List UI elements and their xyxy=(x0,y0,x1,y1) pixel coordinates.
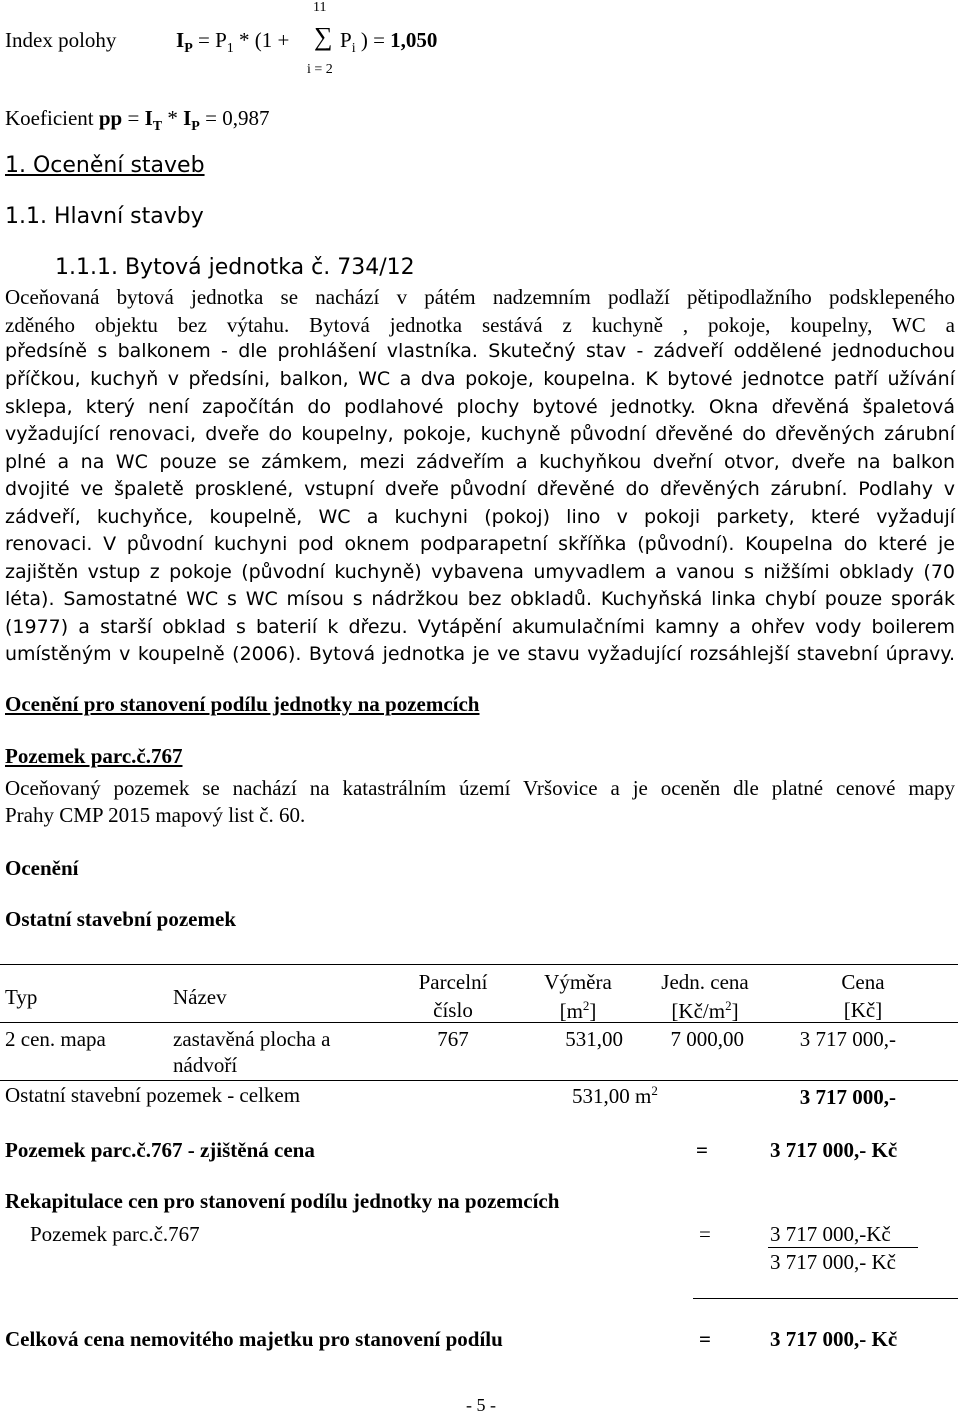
paragraph-line: léta). Samostatné WC s WC mísou s nádržkou bez obkladů. Kuchyňská linka chybí pouze sporák xyxy=(5,588,955,610)
paragraph-line: vyžadující renovaci, dveře do koupelny, pokoje, kuchyně původní dřevěné do dřevěných zárubní xyxy=(5,423,955,445)
col-header-vymera xyxy=(528,970,628,1024)
zjistena-value: 3 717 000,- Kč xyxy=(770,1138,898,1162)
col-header-vymera-2: [m xyxy=(559,999,583,1023)
formula-pi: P xyxy=(340,28,352,52)
col-header-vymera-sup: 2 xyxy=(582,998,590,1013)
row-jedn-cena: 7 000,00 xyxy=(670,1027,744,1051)
koef-ip-sub: P xyxy=(191,119,200,135)
index-polohy-label: Index polohy xyxy=(5,28,117,52)
formula-result: 1,050 xyxy=(390,28,438,52)
col-header-jedn-sup: 2 xyxy=(725,998,732,1013)
col-header-vymera-1: Výměra xyxy=(544,970,612,994)
celkova-eq: = xyxy=(699,1327,711,1351)
koef-eq1: = xyxy=(127,106,140,130)
col-header-vymera-3: ] xyxy=(589,999,597,1023)
zjistena-label: Pozemek parc.č.767 - zjištěná cena xyxy=(5,1138,315,1162)
formula-mid: * (1 + xyxy=(239,28,290,52)
col-header-jedn-3: ] xyxy=(731,999,739,1023)
row-nazev-2: nádvoří xyxy=(173,1053,238,1077)
formula-pi-sub: i xyxy=(351,41,356,57)
rekap-item-label: Pozemek parc.č.767 xyxy=(30,1222,200,1246)
koef-it-sub: T xyxy=(152,119,163,135)
rekap-title: Rekapitulace cen pro stanovení podílu jednotky na pozemcích xyxy=(5,1189,560,1213)
koef-eq2: = xyxy=(205,106,217,130)
oceneni-heading: Ocenění xyxy=(5,856,79,880)
formula-tail xyxy=(340,28,437,57)
page-number: - 5 - xyxy=(466,1395,496,1415)
row-typ: 2 cen. mapa xyxy=(5,1027,106,1051)
formula-lhs-sub: P xyxy=(184,41,193,57)
row-cena: 3 717 000,- xyxy=(799,1027,896,1051)
rekap-subtotal-rule xyxy=(768,1247,918,1248)
table-total-rule xyxy=(0,1080,958,1081)
paragraph-line: (1977) a starší obklad s baterií k dřezu. Vytápění akumulačními kamny a ohřev vody boilerem xyxy=(5,616,955,638)
section-title: Ocenění pro stanovení podílu jednotky na pozemcích xyxy=(5,692,480,716)
koef-label: Koeficient xyxy=(5,106,94,130)
row-nazev-1: zastavěná plocha a xyxy=(173,1027,331,1051)
total-area xyxy=(572,1083,658,1109)
koef-ip: I xyxy=(183,106,192,130)
col-header-cena-2: [Kč] xyxy=(843,998,883,1022)
ostatni-heading: Ostatní stavební pozemek xyxy=(5,907,236,931)
row-parcelni: 767 xyxy=(437,1027,469,1051)
table-header-rule xyxy=(0,1022,958,1023)
paragraph-line: zádveří, kuchyňce, koupelně, WC a kuchyni (pokoj) lino v pokoji parkety, které vyžadují xyxy=(5,506,955,528)
paragraph-line: umístěným v koupelně (2006). Bytová jednotka je ve stavu vyžadující rozsáhlejší stavební úpravy. xyxy=(5,643,955,665)
col-header-cena-1: Cena xyxy=(841,970,885,994)
pozemek-text-line-1: Oceňovaný pozemek se nachází na katastrálním území Vršovice a je oceněn dle platné cenové mapy xyxy=(5,776,955,800)
celkova-value: 3 717 000,- Kč xyxy=(770,1327,898,1351)
col-header-jedn-cena xyxy=(645,970,765,1024)
total-area-sup: 2 xyxy=(651,1083,658,1098)
paragraph-line: dvojité ve špaletě prosklené, vstupní dveře původní dřevěné do dřevěných zárubní. Podlahy v xyxy=(5,478,955,500)
pozemek-title: Pozemek parc.č.767 xyxy=(5,744,183,768)
heading-hlavni-stavby: 1.1. Hlavní stavby xyxy=(5,204,204,229)
total-value: 3 717 000,- xyxy=(799,1085,896,1109)
col-header-typ: Typ xyxy=(5,985,38,1009)
heading-bytova-jednotka: 1.1.1. Bytová jednotka č. 734/12 xyxy=(55,255,415,280)
sum-top-index: 11 xyxy=(313,0,327,15)
col-header-parcelni-2: číslo xyxy=(433,998,473,1022)
heading-oceneni-staveb: 1. Ocenění staveb xyxy=(5,153,205,178)
paragraph-line: zděného objektu bez výtahu. Bytová jednotka sestává z kuchyně , pokoje, koupelny, WC a xyxy=(5,313,955,337)
zjistena-eq: = xyxy=(696,1138,708,1162)
paragraph-line: renovaci. V původní kuchyni pod oknem podparapetní skříňka (původní). Koupelna do které je xyxy=(5,533,955,555)
formula-lhs: I xyxy=(176,28,185,52)
col-header-parcelni xyxy=(403,970,503,1023)
sum-bottom-index: i = 2 xyxy=(307,62,333,77)
row-vymera: 531,00 xyxy=(565,1027,623,1051)
koef-value: 0,987 xyxy=(222,106,270,130)
formula-tail-text: ) = xyxy=(360,28,385,52)
formula-p1-sub: 1 xyxy=(226,41,234,57)
paragraph-line: plné a na WC pouze se zámkem, mezi zádveřím a kuchyňkou dveřní otvor, dveře na balkon xyxy=(5,451,955,473)
rekap-item-eq: = xyxy=(699,1222,711,1246)
table-top-rule xyxy=(0,964,958,965)
total-area-value: 531,00 m xyxy=(572,1084,652,1108)
rekap-subtotal: 3 717 000,- Kč xyxy=(770,1250,896,1274)
formula-eq: = P xyxy=(198,28,227,52)
paragraph-line: příčkou, kuchyň v předsíni, balkon, WC a dva pokoje, koupelna. K bytové jednotce patří užívání xyxy=(5,368,955,390)
paragraph-line: sklepa, který není započítán do podlahové plochy bytové jednotky. Okna dřevěná špaletová xyxy=(5,396,955,418)
col-header-nazev: Název xyxy=(173,985,227,1009)
paragraph-line: předsíně s balkonem - dle prohlášení vlastníka. Skutečný stav - zádveří oddělené jednoduchou xyxy=(5,340,955,362)
koef-pp: pp xyxy=(98,106,123,130)
paragraph-line: zajištěn vstup z pokoje (původní kuchyně) vybavena umyvadlem a vanou s nižšími obklady (70 xyxy=(5,561,955,583)
celkova-rule xyxy=(693,1298,958,1299)
celkova-label: Celková cena nemovitého majetku pro stanovení podílu xyxy=(5,1327,503,1351)
col-header-jedn-1: Jedn. cena xyxy=(661,970,749,994)
sum-symbol: ∑ xyxy=(314,22,333,51)
col-header-parcelni-1: Parcelní xyxy=(418,970,488,994)
rekap-item-value: 3 717 000,-Kč xyxy=(770,1222,891,1246)
koef-star: * xyxy=(167,106,178,130)
col-header-jedn-2: [Kč/m xyxy=(671,999,726,1023)
pozemek-text-line-2: Prahy CMP 2015 mapový list č. 60. xyxy=(5,803,306,827)
koef-it: I xyxy=(144,106,153,130)
col-header-cena xyxy=(808,970,918,1023)
paragraph-line: Oceňovaná bytová jednotka se nachází v pátém nadzemním podlaží pětipodlažního podsklepeného xyxy=(5,285,955,309)
total-label: Ostatní stavební pozemek - celkem xyxy=(5,1083,301,1107)
koeficient-line xyxy=(5,106,269,135)
index-polohy-formula xyxy=(176,28,289,57)
